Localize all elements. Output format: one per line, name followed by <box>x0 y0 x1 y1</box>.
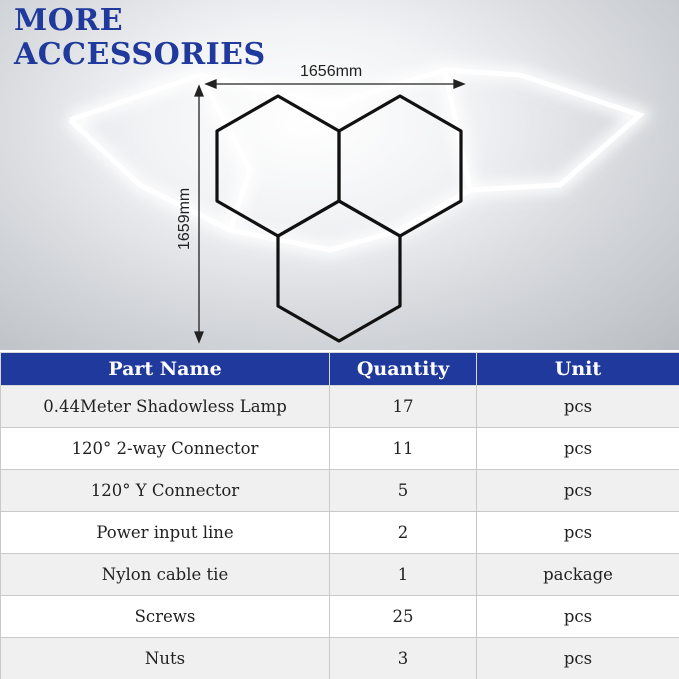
table-header-row <box>1 353 679 386</box>
header-part-name: Part Name <box>1 353 330 386</box>
part-name-cell: Screws <box>1 596 330 638</box>
header-quantity: Quantity <box>330 353 477 386</box>
quantity-cell: 2 <box>330 512 477 554</box>
table-row <box>1 428 679 470</box>
part-name-cell: Power input line <box>1 512 330 554</box>
hexagon-top-right <box>339 96 461 236</box>
part-name-cell: 120° Y Connector <box>1 470 330 512</box>
part-name-cell: 0.44Meter Shadowless Lamp <box>1 386 330 428</box>
hexagon-top-left <box>217 96 339 236</box>
unit-cell: pcs <box>477 470 679 512</box>
width-dimension-arrow <box>206 80 464 88</box>
title-line-2: ACCESSORIES <box>14 37 266 72</box>
quantity-cell: 25 <box>330 596 477 638</box>
quantity-cell: 1 <box>330 554 477 596</box>
table-row <box>1 638 679 679</box>
quantity-cell: 3 <box>330 638 477 679</box>
height-dimension-arrow <box>195 86 203 342</box>
table-row <box>1 386 679 428</box>
unit-cell: pcs <box>477 512 679 554</box>
width-dimension-label: 1656mm <box>300 63 363 80</box>
part-name-cell: Nylon cable tie <box>1 554 330 596</box>
quantity-cell: 17 <box>330 386 477 428</box>
unit-cell: pcs <box>477 596 679 638</box>
part-name-cell: 120° 2-way Connector <box>1 428 330 470</box>
unit-cell: pcs <box>477 638 679 679</box>
hexagon-bottom <box>278 201 400 341</box>
table-row <box>1 512 679 554</box>
unit-cell: pcs <box>477 386 679 428</box>
header-unit: Unit <box>477 353 679 386</box>
parts-table <box>0 352 679 679</box>
table-row <box>1 470 679 512</box>
table-row <box>1 554 679 596</box>
table-row <box>1 596 679 638</box>
part-name-cell: Nuts <box>1 638 330 679</box>
unit-cell: pcs <box>477 428 679 470</box>
quantity-cell: 11 <box>330 428 477 470</box>
unit-cell: package <box>477 554 679 596</box>
title-line-1: MORE <box>14 3 124 38</box>
quantity-cell: 5 <box>330 470 477 512</box>
height-dimension-label: 1659mm <box>176 187 193 250</box>
